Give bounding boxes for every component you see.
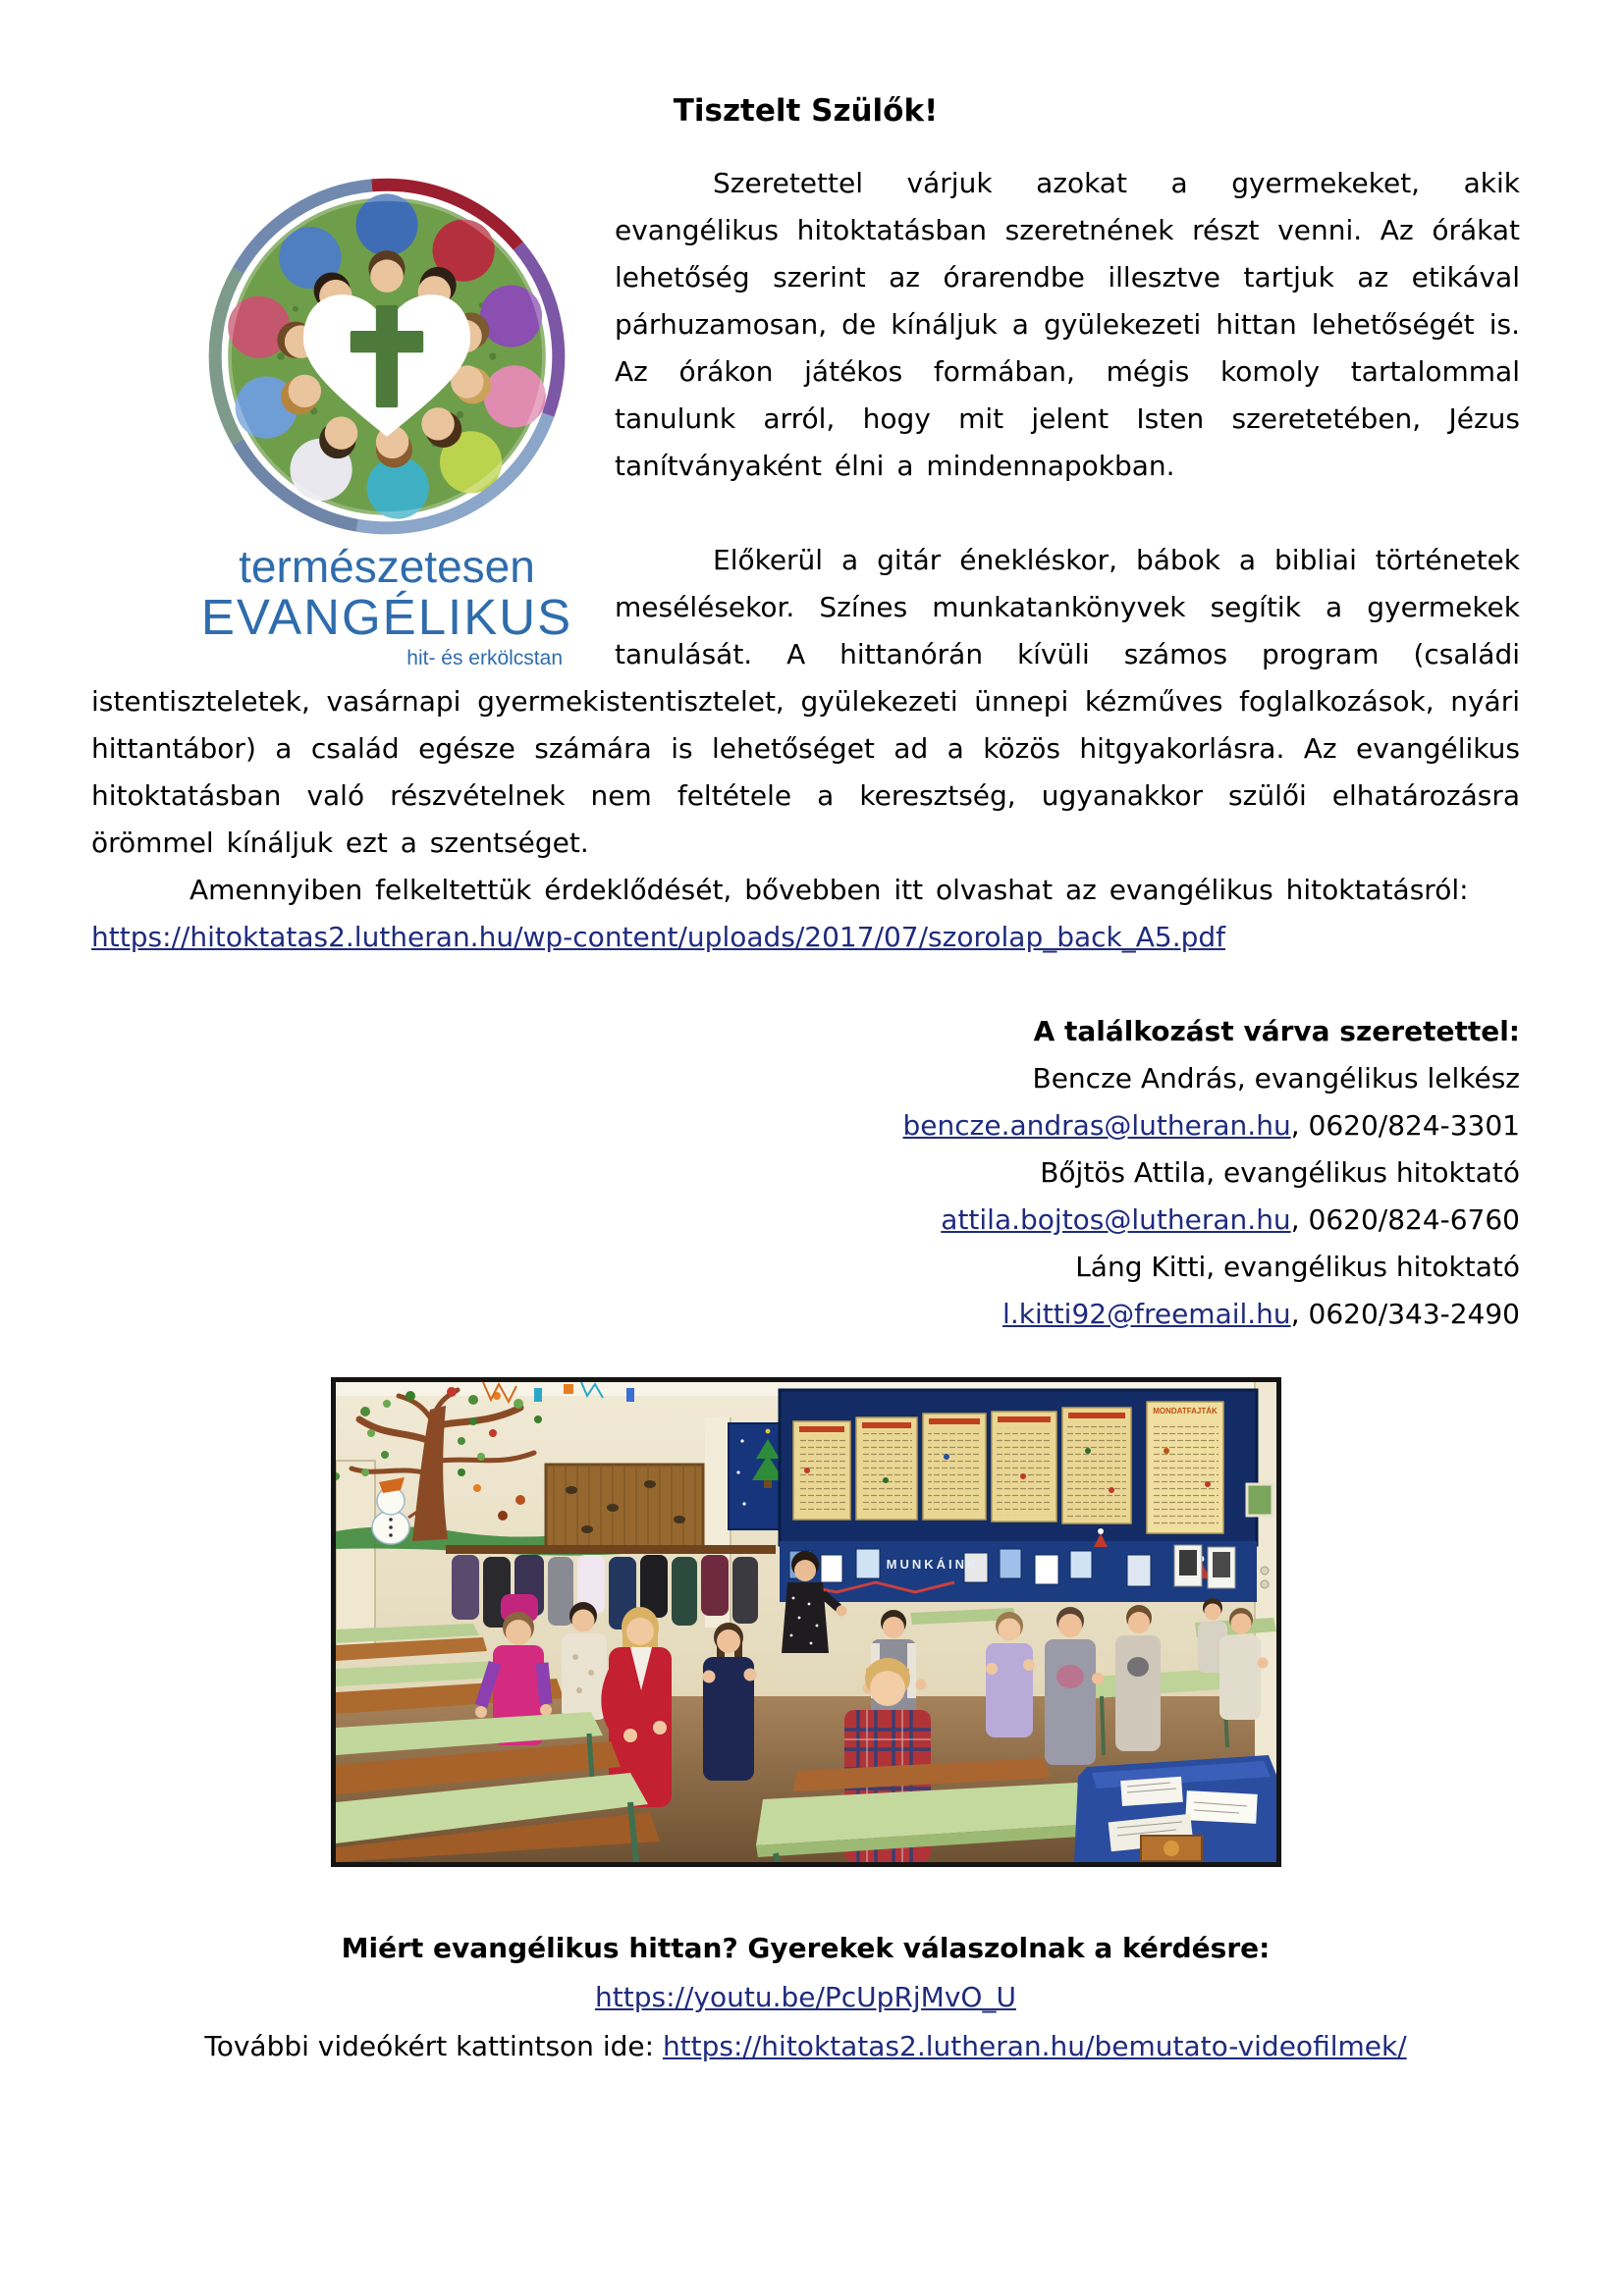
contact-name-line: Bencze András, evangélikus lelkész: [1032, 1062, 1520, 1095]
logo-text-line3: hit- és erkölcstan: [406, 647, 563, 670]
paragraph-welcome: Szeretettel várjuk azokat a gyermekeket, akik evangélikus hitoktatásban szeretnének részt venni. Az órákat lehetőség szerint az órarendbe illesztve tartjuk az etikával párhuzamosan, de kínáljuk a gyülekezeti hittan lehetőségét is. Az órákon játékos formában, mégis komoly tartalommal tanulunk arról, hogy mit jelent Isten szeretetében, Jézus tanítványaként élni a mindennapokban.: [615, 167, 1520, 482]
poster-board: [780, 1390, 1257, 1545]
paragraph-more-info: Amennyiben felkeltettük érdeklődését, bővebben itt olvashat az evangélikus hitoktatásról:: [189, 874, 1469, 906]
logo-text-line2: EVANGÉLIKUS: [200, 589, 573, 646]
desk-blue-cloth: [1074, 1755, 1276, 1862]
lutheran-rose-logo-icon: [204, 174, 569, 539]
footer-block: [91, 1924, 1520, 2071]
classroom-photo: [331, 1377, 1281, 1867]
youtube-link[interactable]: https://youtu.be/PcUpRjMvO_U: [595, 1981, 1016, 2013]
munkaink-label: MUNKÁINK: [886, 1557, 979, 1572]
footer-question-heading: Miért evangélikus hittan? Gyerekek válaszolnak a kérdésre:: [341, 1932, 1271, 1964]
contact-separator: ,: [1290, 1109, 1309, 1142]
contact-separator: ,: [1290, 1298, 1309, 1330]
contact-email-line: [91, 1102, 1520, 1149]
contact-block: [91, 1008, 1520, 1338]
logo-block: [91, 160, 615, 677]
poster-title-text: MONDATFAJTÁK: [1152, 1407, 1218, 1415]
logo-text-line1: természetesen: [239, 541, 535, 592]
contact-heading: A találkozást várva szeretettel:: [1033, 1015, 1520, 1047]
contact-separator: ,: [1290, 1203, 1309, 1236]
contact-phone: 0620/343-2490: [1308, 1298, 1520, 1330]
contact-name-line: Láng Kitti, evangélikus hitoktató: [1075, 1251, 1520, 1283]
contact-phone: 0620/824-3301: [1308, 1109, 1520, 1142]
email-link-bojtos[interactable]: attila.bojtos@lutheran.hu: [941, 1203, 1291, 1236]
classroom-photo-illustration: [336, 1382, 1276, 1862]
more-videos-link[interactable]: https://hitoktatas2.lutheran.hu/bemutato-videofilmek/: [662, 2030, 1407, 2062]
email-link-lang[interactable]: l.kitti92@freemail.hu: [1002, 1298, 1291, 1330]
pdf-flyer-link[interactable]: https://hitoktatas2.lutheran.hu/wp-content/uploads/2017/07/szorolap_back_A5.pdf: [91, 921, 1226, 953]
contact-email-line: [91, 1291, 1520, 1338]
contact-email-line: [91, 1197, 1520, 1244]
page-title: Tisztelt Szülők!: [673, 93, 939, 129]
contact-phone: 0620/824-6760: [1308, 1203, 1520, 1236]
contact-name-line: Bőjtös Attila, evangélikus hitoktató: [1040, 1156, 1520, 1189]
paragraph-activities: Előkerül a gitár énekléskor, bábok a bibliai történetek mesélésekor. Színes munkatankönyvek segítik a gyermekek tanulását. A hittanórán kívüli számos program (családi istentiszteletek, vasárnapi gyermekistentisztelet, gyülekezeti ünnepi kézműves foglalkozások, nyári hittantábor) a család egésze számára is lehetőséget ad a közös hitgyakorlásra. Az evangélikus hitoktatásban való részvételnek nem feltétele a keresztség, ugyanakkor szülői elhatározásra örömmel kínáljuk ezt a szentséget.: [91, 544, 1520, 859]
more-videos-label: További videókért kattintson ide:: [204, 2030, 663, 2062]
email-link-bencze[interactable]: bencze.andras@lutheran.hu: [902, 1109, 1291, 1142]
bird-board: [546, 1465, 703, 1547]
